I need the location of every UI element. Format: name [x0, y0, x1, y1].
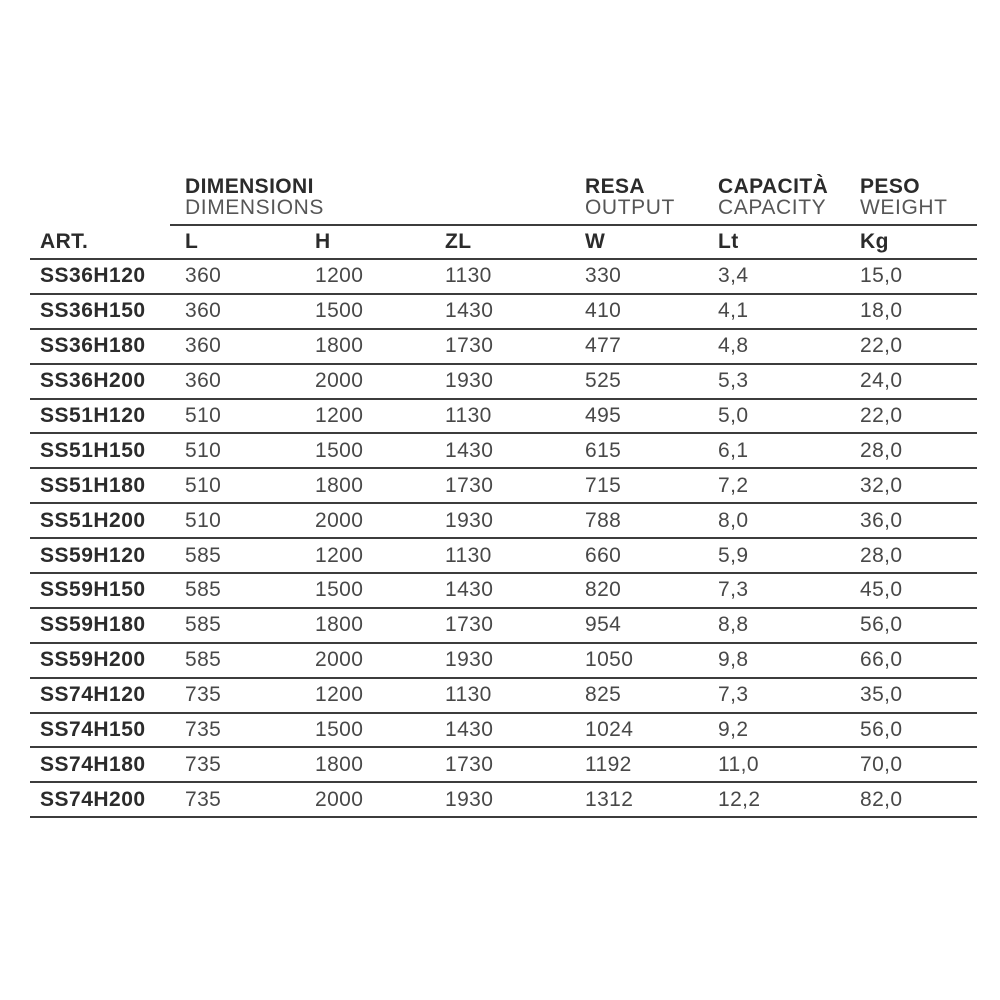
cell-zl: 1730	[445, 473, 494, 497]
table-column-header-row	[30, 226, 977, 260]
cell-kg: 56,0	[860, 718, 903, 742]
cell-l: 360	[185, 264, 222, 288]
cell-w: 825	[585, 683, 622, 707]
table-row	[30, 504, 977, 539]
cell-kg: 66,0	[860, 648, 903, 672]
cell-l: 360	[185, 334, 222, 358]
cell-zl: 1130	[445, 264, 492, 288]
cell-w: 820	[585, 578, 622, 602]
column-header-lt: Lt	[718, 230, 739, 253]
table-row	[30, 748, 977, 783]
cell-h: 1500	[315, 299, 364, 323]
cell-kg: 32,0	[860, 473, 903, 497]
cell-art: SS36H120	[40, 264, 146, 288]
cell-zl: 1930	[445, 648, 494, 672]
cell-h: 2000	[315, 369, 364, 393]
cell-h: 1800	[315, 473, 364, 497]
cell-w: 615	[585, 438, 622, 462]
cell-zl: 1930	[445, 369, 494, 393]
cell-h: 1200	[315, 543, 364, 567]
cell-kg: 35,0	[860, 683, 903, 707]
cell-art: SS74H180	[40, 752, 146, 776]
cell-art: SS51H200	[40, 508, 146, 532]
column-header-art: ART.	[40, 230, 89, 253]
table-row	[30, 679, 977, 714]
cell-lt: 8,0	[718, 508, 749, 532]
group-output-label-it: RESA	[585, 175, 645, 198]
cell-zl: 1130	[445, 404, 492, 427]
cell-lt: 7,3	[718, 578, 749, 602]
cell-l: 510	[185, 404, 222, 427]
table-row	[30, 539, 977, 574]
column-header-kg: Kg	[860, 230, 889, 253]
cell-h: 1800	[315, 752, 364, 776]
table-row	[30, 609, 977, 644]
table-row	[30, 434, 977, 469]
cell-kg: 18,0	[860, 299, 903, 323]
table-row	[30, 469, 977, 504]
cell-art: SS51H180	[40, 473, 146, 497]
cell-w: 1192	[585, 752, 632, 776]
cell-lt: 9,8	[718, 648, 749, 672]
cell-art: SS36H150	[40, 299, 146, 323]
cell-lt: 7,2	[718, 473, 749, 497]
cell-art: SS74H120	[40, 683, 146, 707]
table-row	[30, 783, 977, 818]
spec-table	[30, 176, 977, 818]
cell-zl: 1930	[445, 508, 494, 532]
cell-kg: 70,0	[860, 752, 903, 776]
table-row	[30, 400, 977, 435]
group-capacity	[718, 176, 828, 218]
table-row	[30, 365, 977, 400]
group-weight-label-it: PESO	[860, 175, 920, 198]
group-weight-label-en: WEIGHT	[860, 196, 948, 219]
table-row	[30, 330, 977, 365]
cell-lt: 4,8	[718, 334, 749, 358]
cell-lt: 11,0	[718, 752, 759, 776]
cell-h: 1800	[315, 613, 364, 637]
cell-l: 735	[185, 718, 222, 742]
cell-l: 585	[185, 613, 222, 637]
cell-kg: 28,0	[860, 543, 903, 567]
cell-h: 1200	[315, 264, 364, 288]
cell-w: 660	[585, 543, 622, 567]
cell-art: SS36H180	[40, 334, 146, 358]
cell-w: 715	[585, 473, 622, 497]
cell-h: 1500	[315, 578, 364, 602]
column-header-zl: ZL	[445, 230, 472, 253]
cell-h: 1200	[315, 404, 364, 427]
cell-art: SS59H150	[40, 578, 146, 602]
cell-w: 1024	[585, 718, 634, 742]
cell-lt: 7,3	[718, 683, 749, 707]
cell-l: 510	[185, 438, 222, 462]
cell-kg: 15,0	[860, 264, 903, 288]
group-capacity-label-en: CAPACITY	[718, 196, 827, 219]
cell-kg: 36,0	[860, 508, 903, 532]
column-header-w: W	[585, 230, 606, 253]
cell-kg: 22,0	[860, 404, 903, 427]
cell-w: 525	[585, 369, 622, 393]
cell-zl: 1730	[445, 334, 494, 358]
cell-kg: 22,0	[860, 334, 903, 358]
table-row	[30, 260, 977, 295]
cell-l: 510	[185, 508, 222, 532]
cell-lt: 12,2	[718, 787, 761, 811]
cell-lt: 8,8	[718, 613, 749, 637]
group-output-label-en: OUTPUT	[585, 196, 675, 219]
cell-art: SS51H150	[40, 438, 146, 462]
cell-kg: 45,0	[860, 578, 903, 602]
cell-h: 1500	[315, 718, 364, 742]
cell-kg: 28,0	[860, 438, 903, 462]
cell-l: 735	[185, 787, 222, 811]
group-dimensions-label-it: DIMENSIONI	[185, 175, 314, 198]
cell-l: 585	[185, 543, 222, 567]
cell-art: SS59H200	[40, 648, 146, 672]
cell-h: 1800	[315, 334, 364, 358]
cell-w: 410	[585, 299, 622, 323]
cell-l: 585	[185, 578, 222, 602]
table-row	[30, 714, 977, 749]
cell-lt: 4,1	[718, 299, 749, 323]
table-row	[30, 295, 977, 330]
cell-lt: 6,1	[718, 438, 749, 462]
cell-w: 954	[585, 613, 622, 637]
table-row	[30, 574, 977, 609]
cell-zl: 1130	[445, 683, 492, 707]
cell-h: 2000	[315, 648, 364, 672]
cell-lt: 5,0	[718, 404, 749, 427]
cell-art: SS51H120	[40, 404, 146, 427]
group-capacity-label-it: CAPACITÀ	[718, 175, 829, 198]
cell-l: 510	[185, 473, 222, 497]
table-body	[30, 260, 977, 818]
cell-zl: 1430	[445, 718, 494, 742]
group-output	[585, 176, 675, 218]
cell-art: SS74H150	[40, 718, 146, 742]
cell-art: SS59H180	[40, 613, 146, 637]
cell-kg: 56,0	[860, 613, 903, 637]
cell-w: 330	[585, 264, 622, 288]
column-header-h: H	[315, 230, 331, 253]
cell-l: 360	[185, 299, 222, 323]
cell-zl: 1730	[445, 613, 494, 637]
cell-l: 735	[185, 752, 222, 776]
cell-w: 495	[585, 404, 622, 427]
group-dimensions-label-en: DIMENSIONS	[185, 196, 325, 219]
cell-lt: 9,2	[718, 718, 749, 742]
cell-w: 477	[585, 334, 622, 358]
cell-h: 2000	[315, 508, 364, 532]
cell-art: SS36H200	[40, 369, 146, 393]
cell-zl: 1730	[445, 752, 494, 776]
cell-zl: 1430	[445, 299, 494, 323]
cell-kg: 82,0	[860, 787, 903, 811]
cell-l: 360	[185, 369, 222, 393]
group-weight	[860, 176, 948, 218]
cell-w: 1312	[585, 787, 634, 811]
column-header-l: L	[185, 230, 199, 253]
cell-lt: 5,9	[718, 543, 749, 567]
cell-h: 1200	[315, 683, 364, 707]
cell-art: SS59H120	[40, 543, 146, 567]
cell-zl: 1930	[445, 787, 494, 811]
cell-lt: 3,4	[718, 264, 749, 288]
cell-art: SS74H200	[40, 787, 146, 811]
group-dimensions	[185, 176, 324, 218]
cell-h: 1500	[315, 438, 364, 462]
table-group-header-row	[30, 176, 977, 226]
cell-w: 1050	[585, 648, 634, 672]
cell-l: 735	[185, 683, 222, 707]
cell-lt: 5,3	[718, 369, 749, 393]
cell-w: 788	[585, 508, 622, 532]
cell-l: 585	[185, 648, 222, 672]
cell-zl: 1430	[445, 578, 494, 602]
cell-zl: 1430	[445, 438, 494, 462]
group-header-divider	[170, 224, 977, 226]
cell-kg: 24,0	[860, 369, 903, 393]
cell-zl: 1130	[445, 543, 492, 567]
cell-h: 2000	[315, 787, 364, 811]
table-row	[30, 644, 977, 679]
